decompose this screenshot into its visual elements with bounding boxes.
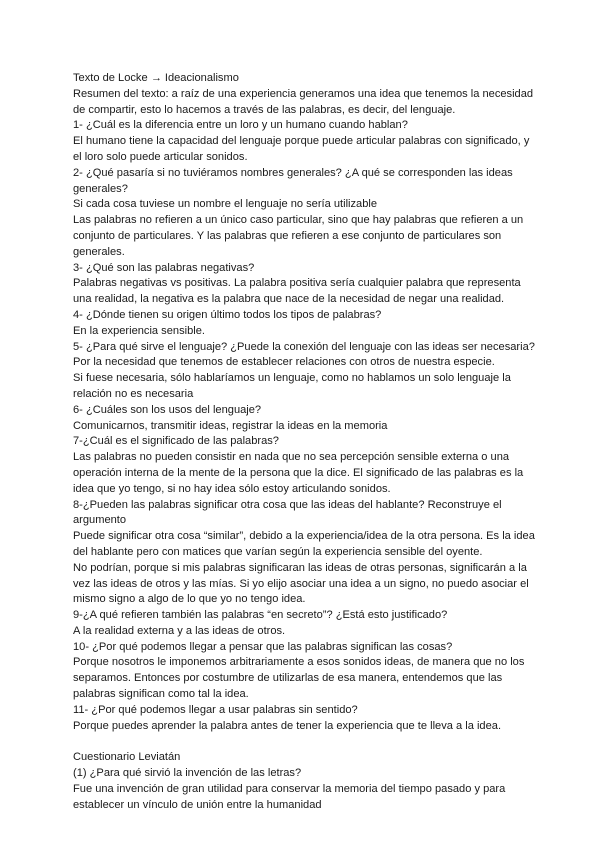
answer-4: En la experiencia sensible. (73, 324, 205, 337)
answer-5b: Si fuese necesaria, sólo hablaríamos un lenguaje, como no hablamos un solo lenguaje la relación no es necesaria (73, 372, 511, 400)
question-9: 9-¿A qué refieren también las palabras “en secreto”? ¿Está esto justificado? (73, 609, 448, 622)
answer-3: Palabras negativas vs positivas. La palabra positiva sería cualquier palabra que representa una realidad, la negativa es la palabra que nace de la necesidad de negar una realidad. (73, 277, 521, 306)
question-4: 4- ¿Dónde tienen su origen último todos los tipos de palabras? (73, 308, 382, 321)
question-11: 11- ¿Por qué podemos llegar a usar palabras sin sentido? (73, 703, 358, 716)
doc-heading-leviatan: Cuestionario Leviatán (73, 751, 181, 764)
answer-5a: Por la necesidad que tenemos de establecer relaciones con otros de nuestra especie. (73, 356, 495, 369)
document-body (73, 71, 535, 813)
doc-heading-locke: Texto de Locke → Ideacionalismo (73, 72, 239, 84)
answer-11: Porque puedes aprender la palabra antes de tener la experiencia que te lleva a la idea. (73, 719, 502, 732)
question-3: 3- ¿Qué son las palabras negativas? (73, 261, 255, 274)
question-5: 5- ¿Para qué sirve el lenguaje? ¿Puede la conexión del lenguaje con las ideas ser necesaria? (73, 340, 535, 353)
answer-8a: Puede significar otra cosa “similar”, debido a la experiencia/idea de la otra persona. Es la idea del hablante pero con matices que varían según la experiencia sensible del oyente. (73, 530, 535, 558)
question-1: 1- ¿Cuál es la diferencia entre un loro y un humano cuando hablan? (73, 119, 408, 132)
text-summary: Resumen del texto: a raíz de una experiencia generamos una idea que tenemos la necesidad de compartir, esto lo hacemos a través de las palabras, es decir, del lenguaje. (73, 87, 534, 116)
answer-2b: Las palabras no refieren a un único caso particular, sino que hay palabras que refieren a un conjunto de particulares. Y las palabras que refieren a ese conjunto de particulares son generales. (73, 214, 524, 258)
answer-8b: No podrían, porque si mis palabras significaran las ideas de otras personas, significarán a la vez las ideas de otros y las mías. Si yo elijo asociar una idea a un signo, no puedo asociar el mismo signo a algo de lo que yo no tengo idea. (73, 561, 529, 606)
answer-7: Las palabras no pueden consistir en nada que no sea percepción sensible externa o una operación interna de la mente de la persona que la dice. El significado de las palabras es la idea que yo tengo, si no hay idea sólo estoy articulando sonidos. (73, 451, 524, 495)
answer-6: Comunicarnos, transmitir ideas, registrar la ideas en la memoria (73, 419, 388, 432)
leviatan-answer-1: Fue una invención de gran utilidad para conservar la memoria del tiempo pasado y para establecer un vínculo de unión entre la humanidad (73, 782, 506, 811)
question-8: 8-¿Pueden las palabras significar otra cosa que las ideas del hablante? Reconstruye el argumento (73, 498, 502, 527)
blank-line (73, 734, 535, 750)
answer-2a: Si cada cosa tuviese un nombre el lenguaje no sería utilizable (73, 198, 378, 211)
question-2: 2- ¿Qué pasaría si no tuviéramos nombres generales? ¿A qué se corresponden las ideas generales? (73, 166, 513, 195)
question-7: 7-¿Cuál es el significado de las palabras? (73, 435, 279, 448)
leviatan-question-1: (1) ¿Para qué sirvió la invención de las letras? (73, 767, 302, 780)
question-6: 6- ¿Cuáles son los usos del lenguaje? (73, 403, 262, 416)
answer-9: A la realidad externa y a las ideas de otros. (73, 624, 286, 637)
answer-10: Porque nosotros le imponemos arbitrariamente a esos sonidos ideas, de manera que no los separamos. Entonces por costumbre de utilizarlas de esa manera, entendemos que las palabras significan como tal la idea. (73, 656, 525, 701)
answer-1: El humano tiene la capacidad del lenguaje porque puede articular palabras con significado, y el loro solo puede articular sonidos. (73, 135, 530, 163)
question-10: 10- ¿Por qué podemos llegar a pensar que las palabras significan las cosas? (73, 640, 453, 653)
